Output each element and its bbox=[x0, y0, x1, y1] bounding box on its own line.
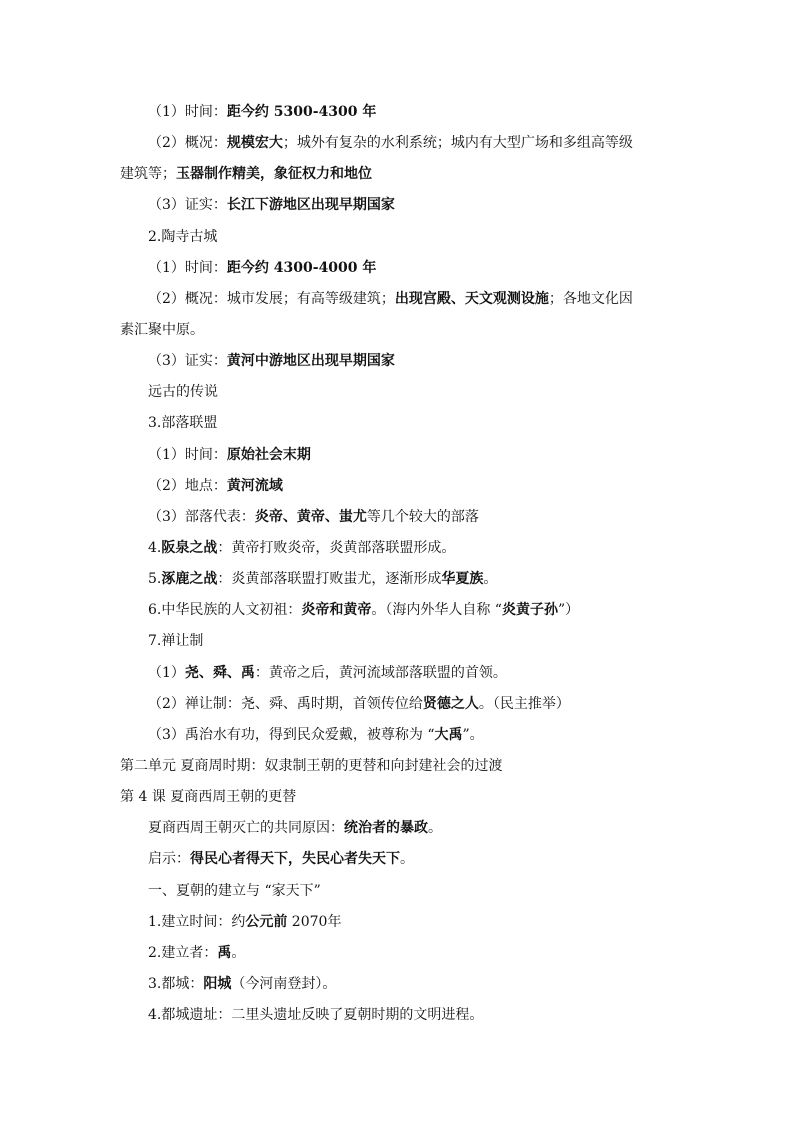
section-heading: 2.陶寺古城 bbox=[148, 229, 218, 245]
text-line: （2）概况：规模宏大；城外有复杂的水利系统；城内有大型广场和多组高等级 bbox=[148, 135, 633, 151]
text-line: 4.阪泉之战：黄帝打败炎帝，炎黄部落联盟形成。 bbox=[148, 540, 456, 556]
section-heading: 远古的传说 bbox=[148, 384, 218, 400]
text-line: （1）尧、舜、禹：黄帝之后，黄河流域部落联盟的首领。 bbox=[148, 665, 507, 681]
text-line: （3）禹治水有功，得到民众爱戴，被尊称为 “大禹”。 bbox=[148, 727, 484, 743]
lesson-heading: 第 4 课 夏商西周王朝的更替 bbox=[120, 789, 297, 805]
text-line: （3）证实：长江下游地区出现早期国家 bbox=[148, 197, 395, 213]
text-line: 4.都城遗址：二里头遗址反映了夏朝时期的文明进程。 bbox=[148, 1007, 484, 1023]
text-line: 启示：得民心者得天下，失民心者失天下。 bbox=[148, 851, 414, 867]
section-heading: 3.部落联盟 bbox=[148, 415, 218, 431]
text-line: （2）禅让制：尧、舜、禹时期，首领传位给贤德之人。（民主推举） bbox=[148, 696, 570, 712]
text-line: （3）部落代表：炎帝、黄帝、蚩尤等几个较大的部落 bbox=[148, 509, 479, 525]
text-line: （1）时间：距今约 5300-4300 年 bbox=[148, 104, 377, 120]
text-line: （2）地点：黄河流域 bbox=[148, 478, 283, 494]
text-line: 5.涿鹿之战：炎黄部落联盟打败蚩尤，逐渐形成华夏族。 bbox=[148, 571, 498, 587]
text-line: 建筑等；玉器制作精美，象征权力和地位 bbox=[120, 166, 372, 182]
text-line: 1.建立时间：约公元前 2070年 bbox=[148, 914, 342, 930]
text-line: 素汇聚中原。 bbox=[120, 322, 204, 338]
text-line: （1）时间：距今约 4300-4000 年 bbox=[148, 260, 377, 276]
text-line: 2.建立者：禹。 bbox=[148, 945, 246, 961]
section-heading: 7.禅让制 bbox=[148, 633, 204, 649]
text-line: （1）时间：原始社会末期 bbox=[148, 447, 311, 463]
text-line: （2）概况：城市发展；有高等级建筑；出现宫殿、天文观测设施；各地文化因 bbox=[148, 291, 633, 307]
unit-heading: 第二单元 夏商周时期：奴隶制王朝的更替和向封建社会的过渡 bbox=[120, 758, 503, 774]
text-line: 夏商西周王朝灭亡的共同原因：统治者的暴政。 bbox=[148, 820, 442, 836]
text-line: 3.都城：阳城（今河南登封）。 bbox=[148, 976, 337, 992]
text-line: （3）证实：黄河中游地区出现早期国家 bbox=[148, 353, 395, 369]
text-line: 6.中华民族的人文初祖：炎帝和黄帝。（海内外华人自称 “炎黄子孙”） bbox=[148, 602, 580, 618]
section-heading: 一、夏朝的建立与 “家天下” bbox=[148, 883, 321, 899]
